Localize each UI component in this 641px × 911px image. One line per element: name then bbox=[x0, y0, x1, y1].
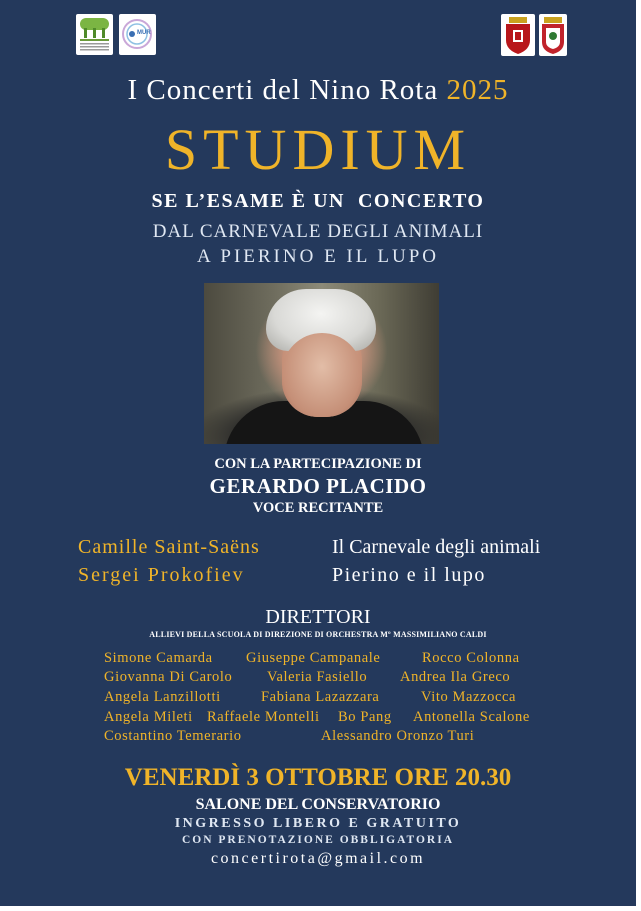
directors-row-1 bbox=[104, 650, 520, 667]
series-title bbox=[0, 74, 636, 107]
concert-subtitle: SE L’ESAME È UN CONCERTO bbox=[151, 190, 485, 212]
mur-logo-text: MUR bbox=[137, 30, 151, 36]
director-name: Alessandro Oronzo Turi bbox=[321, 728, 475, 744]
directors-row-3 bbox=[104, 689, 517, 706]
program-line-2: A PIERINO E IL LUPO bbox=[196, 246, 440, 267]
series-title-main: I Concerti del Nino Rota bbox=[127, 74, 439, 106]
director-name: Giovanna Di Carolo bbox=[104, 669, 233, 685]
director-name: Angela Lanzillotti bbox=[104, 689, 221, 705]
series-title-year: 2025 bbox=[446, 74, 509, 106]
city-crest-logo bbox=[501, 14, 535, 56]
directors-row-5 bbox=[104, 728, 475, 745]
director-name: Bo Pang bbox=[338, 709, 392, 725]
directors-row-4 bbox=[104, 709, 530, 726]
director-name: Valeria Fasiello bbox=[267, 669, 368, 685]
participant-name: GERARDO PLACIDO bbox=[209, 474, 427, 498]
contact-email[interactable]: concertirota@gmail.com bbox=[210, 850, 426, 867]
event-booking: CON PRENOTAZIONE OBBLIGATORIA bbox=[181, 834, 455, 846]
director-name: Raffaele Montelli bbox=[207, 709, 320, 725]
event-entry: INGRESSO LIBERO E GRATUITO bbox=[174, 816, 462, 831]
work-2: Pierino e il lupo bbox=[332, 564, 486, 586]
director-name: Vito Mazzocca bbox=[421, 689, 517, 705]
director-name: Angela Mileti bbox=[104, 709, 193, 725]
studium-title: STUDIUM bbox=[164, 117, 472, 182]
directors-heading: DIRETTORI bbox=[265, 606, 371, 628]
director-name: Antonella Scalone bbox=[413, 709, 530, 725]
program-line-1: DAL CARNEVALE DEGLI ANIMALI bbox=[152, 221, 484, 242]
conservatory-logo bbox=[76, 14, 113, 55]
mur-logo bbox=[119, 14, 156, 55]
tree-icon bbox=[76, 14, 113, 55]
director-name: Giuseppe Campanale bbox=[246, 650, 381, 666]
director-name: Rocco Colonna bbox=[422, 650, 520, 666]
director-name: Andrea Ila Greco bbox=[400, 669, 511, 685]
crest-icon bbox=[501, 14, 535, 56]
participation-intro: CON LA PARTECIPAZIONE DI bbox=[214, 456, 422, 472]
directors-row-2 bbox=[104, 669, 511, 686]
directors-subheading: ALLIEVI DELLA SCUOLA DI DIREZIONE DI ORCHESTRA Mº MASSIMILIANO CALDI bbox=[149, 630, 487, 639]
director-name: Costantino Temerario bbox=[104, 728, 242, 744]
performer-photo bbox=[204, 283, 439, 444]
participant-role: VOCE RECITANTE bbox=[252, 500, 384, 516]
event-date: VENERDÌ 3 OTTOBRE ORE 20.30 bbox=[124, 764, 512, 791]
director-name: Fabiana Lazazzara bbox=[261, 689, 380, 705]
composer-2: Sergei Prokofiev bbox=[78, 564, 245, 586]
region-crest-logo bbox=[539, 14, 567, 56]
composer-1: Camille Saint-Saëns bbox=[78, 536, 260, 558]
director-name: Simone Camarda bbox=[104, 650, 213, 666]
region-crest-icon bbox=[539, 14, 567, 56]
work-1: Il Carnevale degli animali bbox=[332, 536, 541, 558]
event-venue: SALONE DEL CONSERVATORIO bbox=[195, 796, 441, 813]
